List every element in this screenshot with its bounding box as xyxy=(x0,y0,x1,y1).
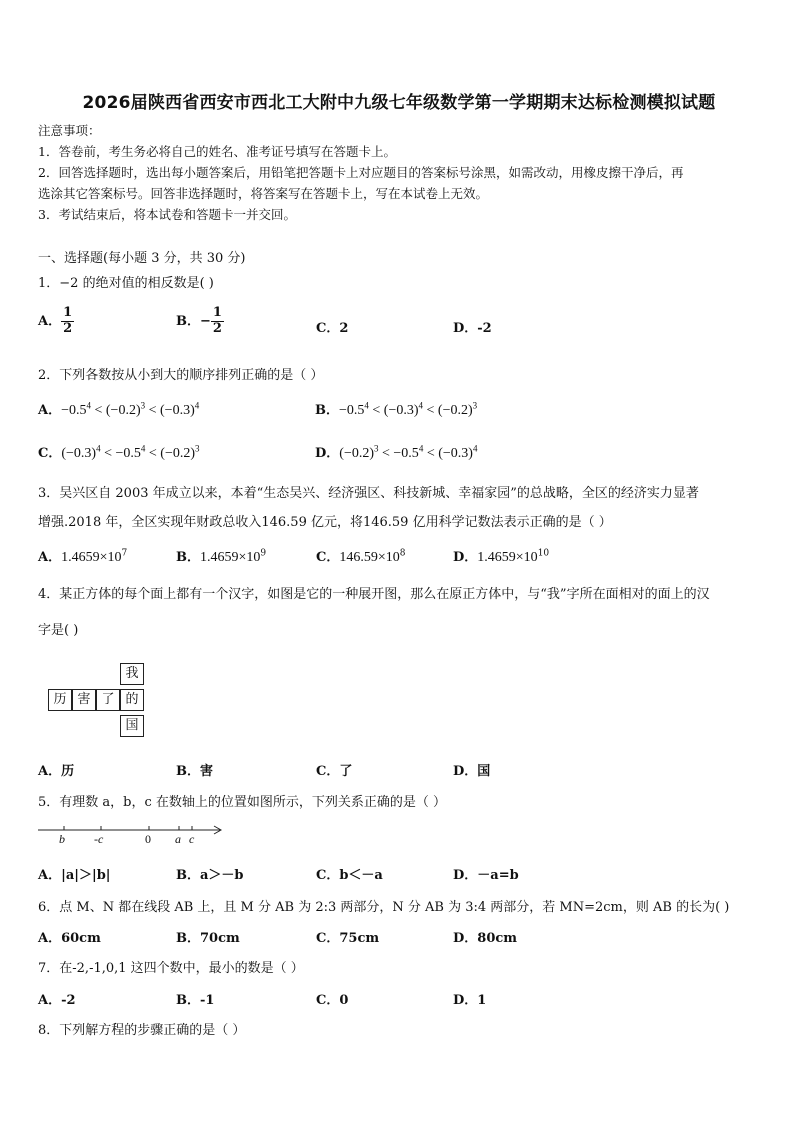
net-cell-le: 了 xyxy=(96,689,120,711)
axis-label-b: b xyxy=(59,832,65,846)
net-cell-guo: 国 xyxy=(120,715,144,737)
exam-title: 2026届陕西省西安市西北工大附中九级七年级数学第一学期期末达标检测模拟试题 xyxy=(82,93,716,113)
q2-stem: 2．下列各数按从小到大的顺序排列正确的是（ ） xyxy=(38,368,324,383)
axis-label-a: a xyxy=(175,832,181,846)
q7-stem: 7．在-2,-1,0,1 这四个数中，最小的数是（ ） xyxy=(38,961,304,976)
q5-stem: 5．有理数 a，b，c 在数轴上的位置如图所示，下列关系正确的是（ ） xyxy=(38,795,447,810)
q6-option-b: B．70cm xyxy=(176,931,240,946)
notice-item-1: 1．答卷前，考生务必将自己的姓名、准考证号填写在答题卡上。 xyxy=(38,144,396,159)
q4-stem-line2: 字是( ) xyxy=(38,623,79,638)
q1-option-c: C．2 xyxy=(316,321,349,336)
q7-option-d: D．1 xyxy=(453,993,487,1008)
net-cell-wo: 我 xyxy=(120,663,144,685)
q1-stem: 1．−2 的绝对值的相反数是( ) xyxy=(38,276,214,291)
q6-option-d: D．80cm xyxy=(453,931,518,946)
q2-option-c: C．$(-0.3)^4 < -0.5^4 < (-0.2)^3$ xyxy=(38,443,200,461)
q1-option-a: A． $\frac{1}{2}$ xyxy=(38,305,73,336)
q6-option-c: C．75cm xyxy=(316,931,380,946)
q5-option-b: B．a＞－b xyxy=(176,868,244,883)
number-line-svg xyxy=(38,820,228,848)
net-cell-hai: 害 xyxy=(72,689,96,711)
q1-option-d: D．-2 xyxy=(453,321,492,336)
number-line-diagram xyxy=(38,820,228,848)
net-cell-de: 的 xyxy=(120,689,144,711)
notice-item-3: 3．考试结束后，将本试卷和答题卡一并交回。 xyxy=(38,207,296,222)
notice-item-2: 2．回答选择题时，选出每小题答案后，用铅笔把答题卡上对应题目的答案标号涂黑，如需改动，用橡皮擦干净后，再 xyxy=(38,165,684,180)
q3-option-d: D．$1.4659\times 10^{10}$ xyxy=(453,548,550,565)
axis-label-neg-c: -c xyxy=(94,832,104,846)
q3-option-c: C．$146.59\times 10^8$ xyxy=(316,548,406,565)
q7-option-c: C．0 xyxy=(316,993,349,1008)
q3-option-a: A．$1.4659\times 10^7$ xyxy=(38,548,128,565)
axis-label-c: c xyxy=(189,832,195,846)
q4-option-b: B．害 xyxy=(176,764,213,779)
q1-option-b: B．− $\frac{1}{2}$ xyxy=(176,305,222,336)
notice-heading: 注意事项： xyxy=(38,123,101,138)
q4-option-a: A．历 xyxy=(38,764,75,779)
q6-stem: 6．点 M、N 都在线段 AB 上，且 M 分 AB 为 2:3 两部分，N 分 AB 为 3:4 两部分，若 MN=2cm，则 AB 的长为( ) xyxy=(38,900,730,915)
section-heading: 一、选择题(每小题 3 分，共 30 分) xyxy=(38,251,246,266)
q2-option-d: D．$(-0.2)^3 < -0.5^4 < (-0.3)^4$ xyxy=(315,443,478,461)
q5-option-c: C．b＜－a xyxy=(316,868,383,883)
q2-option-b: B．$-0.5^4 < (-0.3)^4 < (-0.2)^3$ xyxy=(315,400,478,418)
q3-stem-line2: 增强.2018 年，全区实现年财政总收入146.59 亿元，将146.59 亿用科学记数法表示正确的是（ ） xyxy=(38,515,612,530)
q6-option-a: A．60cm xyxy=(38,931,101,946)
q5-option-a: A．|a|＞|b| xyxy=(38,868,111,883)
q3-option-b: B．$1.4659\times 10^9$ xyxy=(176,548,267,565)
notice-item-2-cont: 选涂其它答案标号。回答非选择题时，将答案写在答题卡上，写在本试卷上无效。 xyxy=(38,186,489,201)
q7-option-a: A．-2 xyxy=(38,993,76,1008)
axis-label-zero: 0 xyxy=(145,832,151,846)
q2-option-a: A．$-0.5^4 < (-0.2)^3 < (-0.3)^4$ xyxy=(38,400,200,418)
q4-option-d: D．国 xyxy=(453,764,491,779)
q4-option-c: C．了 xyxy=(316,764,353,779)
q4-stem-line1: 4．某正方体的每个面上都有一个汉字，如图是它的一种展开图，那么在原正方体中，与“我”字所在面相对的面上的汉 xyxy=(38,587,710,602)
net-cell-li: 历 xyxy=(48,689,72,711)
cube-net-diagram xyxy=(42,663,152,739)
q7-option-b: B．-1 xyxy=(176,993,215,1008)
q5-option-d: D．－a=b xyxy=(453,868,519,883)
q3-stem-line1: 3．吴兴区自 2003 年成立以来，本着“生态吴兴、经济强区、科技新城、幸福家园”的总战略，全区的经济实力显著 xyxy=(38,486,699,501)
q8-stem: 8．下列解方程的步骤正确的是（ ） xyxy=(38,1023,246,1038)
